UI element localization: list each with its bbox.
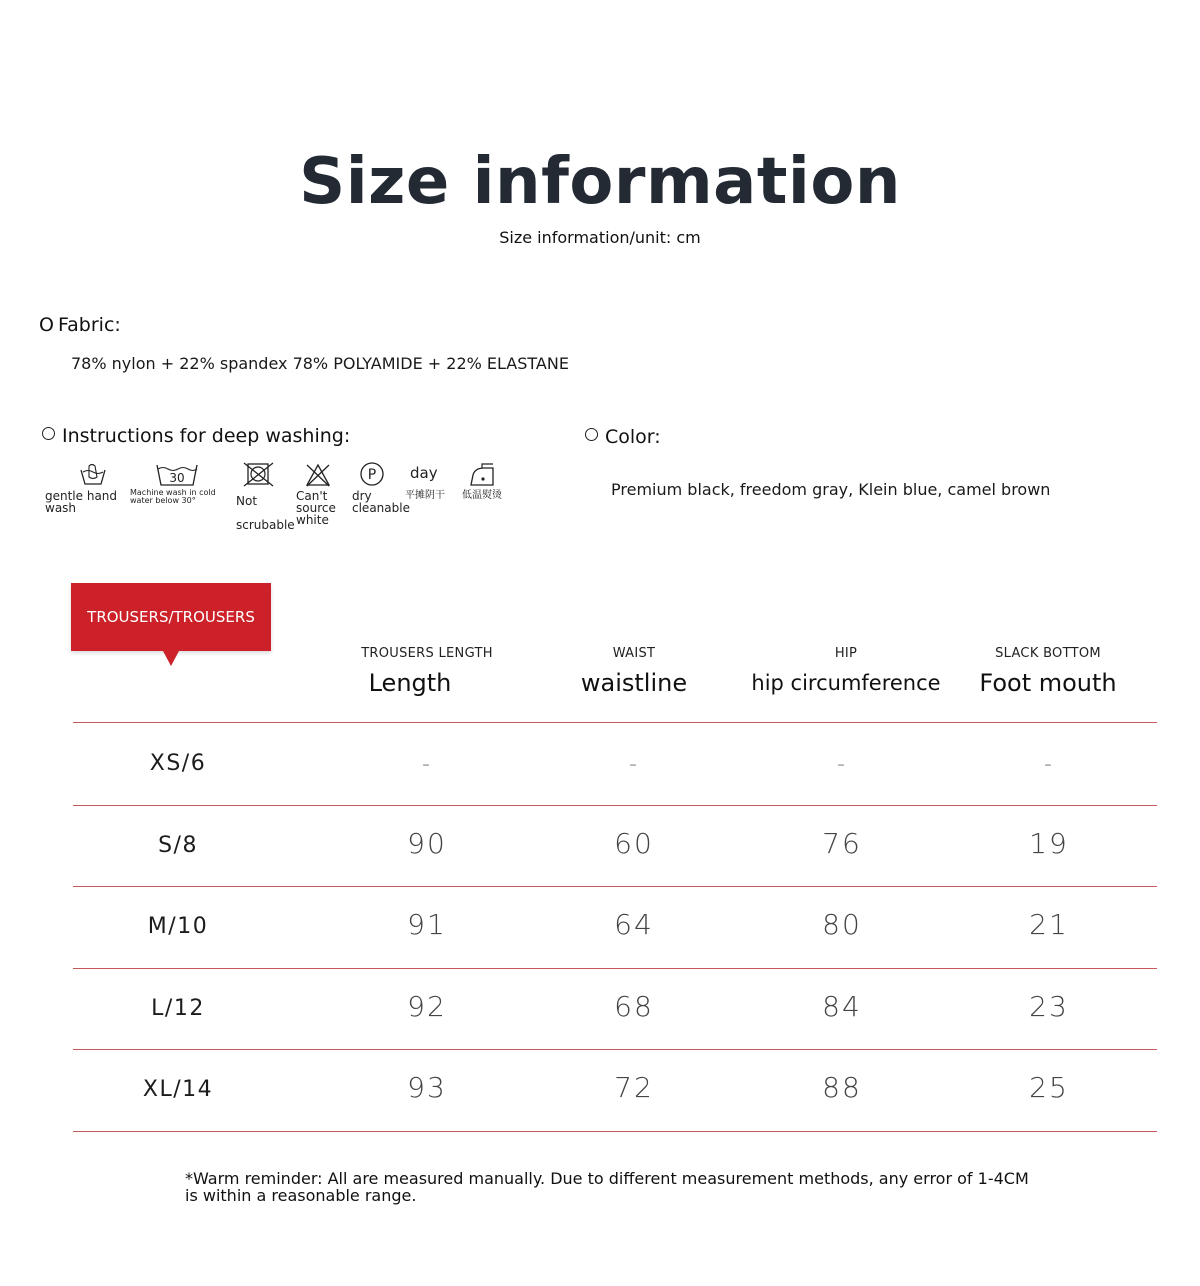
table-rule [73, 722, 1157, 723]
row-divider [73, 886, 1157, 887]
care-label-no-bleach: Can't source white [296, 489, 336, 527]
fabric-label: Fabric: [57, 314, 121, 336]
washing-label: Instructions for deep washing: [62, 425, 351, 447]
column-header-foot [948, 646, 1148, 697]
row-divider [73, 1131, 1157, 1132]
size-label: L/12 [151, 995, 205, 1021]
row-divider [73, 805, 1157, 806]
measurement-cell: 64 [614, 908, 654, 942]
care-label-hand-wash: gentle hand wash [45, 489, 118, 515]
measurement-cell: 76 [822, 826, 862, 860]
measurement-cell: 68 [614, 989, 654, 1023]
care-label-machine-wash: Machine wash in cold water below 30° [130, 488, 216, 505]
measurement-cell: - [1044, 752, 1054, 777]
column-header-waist [534, 646, 734, 697]
care-label-shade-dry: 平摊阴干 [405, 490, 445, 501]
column-header-length [327, 646, 527, 697]
care-label-day: day [410, 464, 438, 482]
category-tag: TROUSERS/TROUSERS [71, 583, 271, 651]
column-header-waist-label: waistline [580, 669, 688, 697]
column-header-hip [736, 646, 956, 695]
column-header-foot-label: Foot mouth [979, 669, 1117, 697]
wash-temp-number: 30 [169, 471, 185, 485]
shade-dry-icon [405, 464, 455, 502]
measurement-cell: 90 [407, 826, 447, 860]
measurement-cell: 92 [407, 989, 447, 1023]
warm-reminder: *Warm reminder: All are measured manually. Due to different measurement methods, any error of 1-4CM is within a reasonable range. [185, 1169, 1029, 1205]
page-subtitle: Size information/unit: cm [499, 228, 701, 247]
measurement-cell: 93 [407, 1071, 447, 1105]
machine-wash-30-icon [130, 461, 220, 505]
row-divider [73, 1049, 1157, 1050]
column-header-length-label: Length [368, 669, 452, 697]
color-bullet-icon [585, 428, 598, 441]
column-header-waist-en: WAIST [612, 646, 656, 661]
color-heading [585, 426, 661, 448]
care-label-dry-clean: dry cleanable [352, 489, 410, 515]
category-tag-pointer [163, 651, 179, 666]
column-header-length-en: TROUSERS LENGTH [361, 646, 493, 661]
dry-clean-p-icon [352, 462, 412, 514]
column-header-foot-en: SLACK BOTTOM [995, 646, 1101, 661]
low-iron-icon [462, 462, 512, 502]
do-not-bleach-icon [296, 462, 340, 526]
measurement-cell: 80 [822, 908, 862, 942]
measurement-cell: - [837, 752, 847, 777]
care-label-low-iron: 低温熨烫 [462, 490, 502, 501]
measurement-cell: 72 [614, 1071, 654, 1105]
do-not-tumble-dry-icon [236, 461, 295, 537]
page-title: Size information [299, 145, 901, 219]
washing-bullet-icon [42, 427, 55, 440]
color-label: Color: [605, 426, 661, 448]
measurement-cell: 60 [614, 826, 654, 860]
size-label: M/10 [147, 914, 209, 940]
measurement-cell: 25 [1029, 1071, 1069, 1105]
size-label: XL/14 [142, 1077, 214, 1103]
measurement-cell: - [629, 752, 639, 777]
washing-heading [42, 425, 350, 447]
hand-wash-icon [45, 462, 125, 514]
care-label-no-scrub: Not scrubable [236, 494, 295, 532]
size-label: S/8 [158, 832, 198, 858]
measurement-cell: 84 [822, 989, 862, 1023]
measurement-cell: 91 [407, 908, 447, 942]
fabric-bullet-icon: O [39, 314, 54, 336]
measurement-cell: 23 [1029, 989, 1069, 1023]
fabric-heading [39, 314, 121, 336]
column-header-hip-en: HIP [834, 646, 858, 661]
dry-clean-letter: P [367, 467, 377, 483]
size-label: XS/6 [149, 751, 207, 776]
measurement-cell: - [422, 752, 432, 777]
measurement-cell: 88 [822, 1071, 862, 1105]
row-divider [73, 968, 1157, 969]
column-header-hip-label: hip circumference [751, 671, 941, 695]
fabric-composition: 78% nylon + 22% spandex 78% POLYAMIDE + 22% ELASTANE [71, 354, 569, 373]
measurement-cell: 21 [1029, 908, 1069, 942]
measurement-cell: 19 [1029, 826, 1069, 860]
color-options: Premium black, freedom gray, Klein blue, camel brown [611, 480, 1051, 499]
